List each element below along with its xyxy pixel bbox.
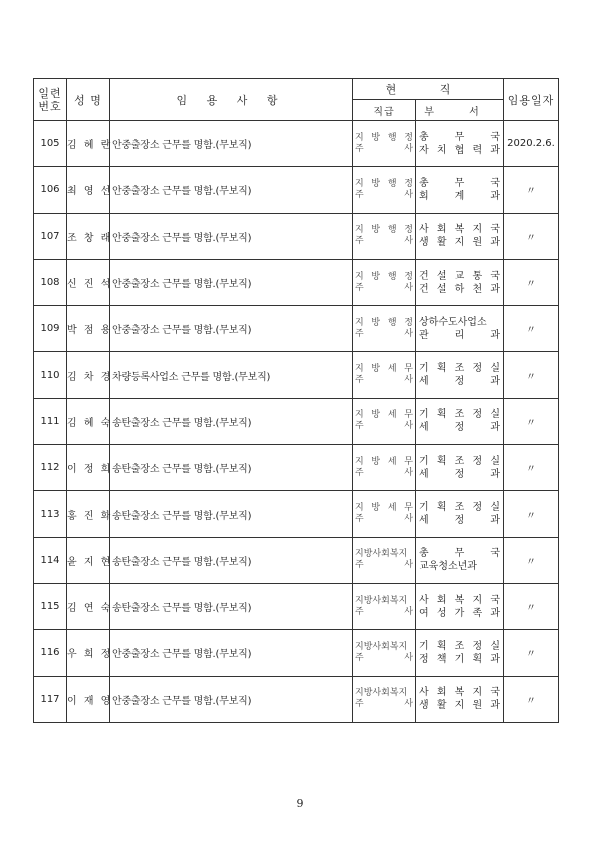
grade-line2: 주 사 [355, 282, 413, 293]
grade-line2: 주 사 [355, 514, 413, 525]
department-line2: 교육청소년과 [419, 561, 477, 573]
serial-number: 116 [34, 630, 67, 676]
department-cell [416, 537, 504, 583]
grade-line2: 주 사 [355, 652, 413, 663]
appointment-text: 송탄출장소 근무를 명함.(무보직) [110, 583, 353, 629]
department-line2: 세 정 과 [419, 515, 500, 527]
department-line1: 건 설 교 통 국 [419, 270, 500, 282]
department-line1: 총 무 국 [419, 177, 500, 189]
grade-cell [353, 121, 416, 167]
appointment-table [33, 78, 559, 723]
appointment-date: 〃 [504, 167, 559, 213]
appointment-date: 〃 [504, 259, 559, 305]
person-name: 김 차 경 [67, 352, 110, 398]
person-name: 조 창 래 [67, 213, 110, 259]
appointment-text: 송탄출장소 근무를 명함.(무보직) [110, 537, 353, 583]
appointment-text: 송탄출장소 근무를 명함.(무보직) [110, 398, 353, 444]
department-line2: 세 정 과 [419, 422, 500, 434]
serial-number: 111 [34, 398, 67, 444]
person-name: 최 영 선 [67, 167, 110, 213]
appointment-date: 〃 [504, 537, 559, 583]
department-line1: 총 무 국 [419, 548, 500, 560]
grade-line1: 지방사회복지 [355, 595, 408, 606]
grade-line1: 지방사회복지 [355, 549, 408, 560]
appointment-text: 안중출장소 근무를 명함.(무보직) [110, 167, 353, 213]
grade-cell [353, 352, 416, 398]
department-line1: 상하수도사업소 [419, 316, 487, 328]
department-line1: 사 회 복 지 국 [419, 594, 500, 606]
person-name: 이 재 영 [67, 676, 110, 722]
serial-number: 107 [34, 213, 67, 259]
header-name: 성 명 [67, 79, 110, 121]
person-name: 홍 진 화 [67, 491, 110, 537]
department-cell [416, 352, 504, 398]
department-line1: 기 획 조 정 실 [419, 363, 500, 375]
department-line1: 기 획 조 정 실 [419, 640, 500, 652]
department-cell [416, 445, 504, 491]
appointment-date: 〃 [504, 352, 559, 398]
table-row [34, 306, 559, 352]
grade-cell [353, 445, 416, 491]
table-row [34, 676, 559, 722]
header-appointment-date: 임용일자 [504, 79, 559, 121]
serial-number: 108 [34, 259, 67, 305]
serial-number: 109 [34, 306, 67, 352]
grade-line2: 주 사 [355, 189, 413, 200]
serial-number: 112 [34, 445, 67, 491]
grade-cell [353, 537, 416, 583]
department-line2: 건 설 하 천 과 [419, 283, 500, 295]
serial-number: 117 [34, 676, 67, 722]
appointment-text: 송탄출장소 근무를 명함.(무보직) [110, 491, 353, 537]
department-line2: 세 정 과 [419, 468, 500, 480]
grade-line2: 주 사 [355, 560, 413, 571]
department-cell [416, 398, 504, 444]
header-appointment: 임 용 사 항 [110, 79, 353, 121]
department-line1: 사 회 복 지 국 [419, 687, 500, 699]
appointment-text: 안중출장소 근무를 명함.(무보직) [110, 213, 353, 259]
grade-line1: 지 방 행 정 [355, 225, 413, 236]
header-department: 부 서 [416, 100, 504, 121]
department-line2: 세 정 과 [419, 376, 500, 388]
grade-line1: 지방사회복지 [355, 641, 408, 652]
header-serial-line2: 번호 [38, 99, 62, 113]
table-row [34, 445, 559, 491]
grade-cell [353, 398, 416, 444]
grade-line2: 주 사 [355, 421, 413, 432]
appointment-date: 〃 [504, 491, 559, 537]
grade-line2: 주 사 [355, 328, 413, 339]
department-line1: 기 획 조 정 실 [419, 502, 500, 514]
appointment-date: 〃 [504, 306, 559, 352]
person-name: 이 정 희 [67, 445, 110, 491]
appointment-date: 〃 [504, 213, 559, 259]
grade-cell [353, 583, 416, 629]
department-cell [416, 167, 504, 213]
grade-cell [353, 491, 416, 537]
grade-line2: 주 사 [355, 143, 413, 154]
department-line2: 생 활 지 원 과 [419, 700, 500, 712]
department-line2: 여 성 가 족 과 [419, 607, 500, 619]
department-line1: 사 회 복 지 국 [419, 224, 500, 236]
table-row [34, 121, 559, 167]
person-name: 김 혜 숙 [67, 398, 110, 444]
person-name: 윤 지 현 [67, 537, 110, 583]
grade-line1: 지 방 세 무 [355, 410, 413, 421]
department-line2: 관 리 과 [419, 329, 500, 341]
header-current-position: 현 직 [353, 79, 504, 100]
table-row [34, 259, 559, 305]
department-cell [416, 259, 504, 305]
table-row [34, 583, 559, 629]
department-cell [416, 213, 504, 259]
serial-number: 106 [34, 167, 67, 213]
person-name: 우 희 정 [67, 630, 110, 676]
department-cell [416, 306, 504, 352]
serial-number: 113 [34, 491, 67, 537]
department-line1: 기 획 조 정 실 [419, 409, 500, 421]
grade-line1: 지 방 행 정 [355, 271, 413, 282]
department-cell [416, 583, 504, 629]
appointment-date: 2020.2.6. [504, 121, 559, 167]
department-line2: 자 치 협 력 과 [419, 144, 500, 156]
table-row [34, 537, 559, 583]
page-number: 9 [296, 797, 304, 810]
grade-line1: 지 방 행 정 [355, 178, 413, 189]
person-name: 박 점 용 [67, 306, 110, 352]
grade-cell [353, 259, 416, 305]
header-serial-number [34, 79, 67, 121]
appointment-date: 〃 [504, 445, 559, 491]
table-row [34, 491, 559, 537]
table-row [34, 630, 559, 676]
appointment-text: 안중출장소 근무를 명함.(무보직) [110, 259, 353, 305]
appointment-text: 차량등록사업소 근무를 명함.(무보직) [110, 352, 353, 398]
grade-cell [353, 213, 416, 259]
grade-line1: 지 방 세 무 [355, 364, 413, 375]
serial-number: 110 [34, 352, 67, 398]
appointment-date: 〃 [504, 676, 559, 722]
department-line2: 정 책 기 획 과 [419, 653, 500, 665]
table-row [34, 398, 559, 444]
grade-cell [353, 676, 416, 722]
person-name: 신 진 석 [67, 259, 110, 305]
table-row [34, 167, 559, 213]
grade-line1: 지 방 행 정 [355, 132, 413, 143]
serial-number: 114 [34, 537, 67, 583]
grade-line2: 주 사 [355, 699, 413, 710]
grade-line2: 주 사 [355, 236, 413, 247]
grade-line2: 주 사 [355, 467, 413, 478]
grade-cell [353, 630, 416, 676]
grade-line1: 지방사회복지 [355, 688, 408, 699]
appointment-date: 〃 [504, 630, 559, 676]
grade-cell [353, 306, 416, 352]
grade-line1: 지 방 행 정 [355, 317, 413, 328]
appointment-text: 안중출장소 근무를 명함.(무보직) [110, 676, 353, 722]
person-name: 김 혜 란 [67, 121, 110, 167]
department-line1: 총 무 국 [419, 131, 500, 143]
appointment-date: 〃 [504, 583, 559, 629]
header-grade: 직급 [353, 100, 416, 121]
appointment-text: 안중출장소 근무를 명함.(무보직) [110, 630, 353, 676]
department-cell [416, 676, 504, 722]
department-line1: 기 획 조 정 실 [419, 455, 500, 467]
department-cell [416, 121, 504, 167]
grade-cell [353, 167, 416, 213]
department-line2: 생 활 지 원 과 [419, 237, 500, 249]
department-cell [416, 630, 504, 676]
appointment-text: 송탄출장소 근무를 명함.(무보직) [110, 445, 353, 491]
department-cell [416, 491, 504, 537]
header-serial-line1: 일련 [38, 86, 62, 100]
appointment-date: 〃 [504, 398, 559, 444]
grade-line2: 주 사 [355, 606, 413, 617]
appointment-text: 안중출장소 근무를 명함.(무보직) [110, 121, 353, 167]
grade-line2: 주 사 [355, 375, 413, 386]
table-row [34, 213, 559, 259]
appointment-text: 안중출장소 근무를 명함.(무보직) [110, 306, 353, 352]
grade-line1: 지 방 세 무 [355, 456, 413, 467]
person-name: 김 연 숙 [67, 583, 110, 629]
grade-line1: 지 방 세 무 [355, 503, 413, 514]
serial-number: 105 [34, 121, 67, 167]
table-row [34, 352, 559, 398]
serial-number: 115 [34, 583, 67, 629]
department-line2: 회 계 과 [419, 190, 500, 202]
